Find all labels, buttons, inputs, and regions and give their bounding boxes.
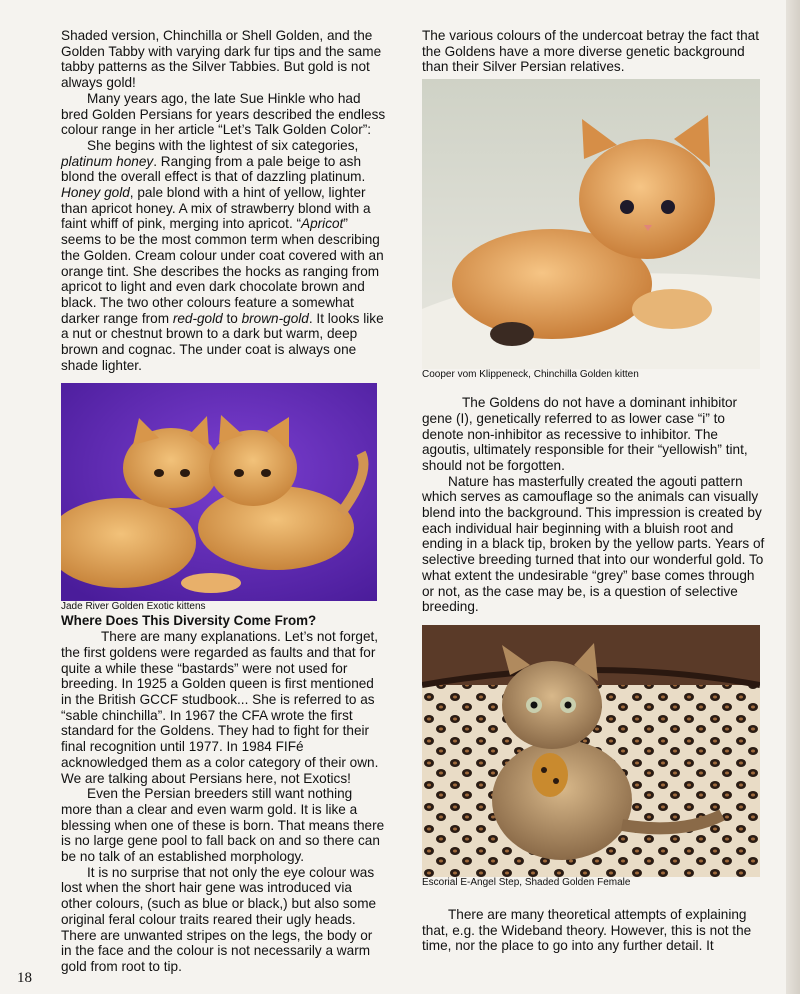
term-apricot: Apricot [301, 216, 344, 232]
photo-golden-exotic-kittens [61, 383, 377, 601]
term-platinum-honey: platinum honey [61, 153, 154, 169]
page-edge [786, 0, 800, 994]
left-paragraph-3: She begins with the lightest of six categories, platinum honey. Ranging from a pale beige to ash blond the overall effect is that of dazzling platinum. Honey gold, pale blond with a hint of yellow, lighter than apricot honey. A mix of strawberry blond with a faint whiff of pink, merging into apricot. “Apricot” seems to be the most common term when describing the Golden. Cream colour under coat covered with an orange tint. She describes the hocks as ranging from apricot to light and even dark chocolate brown and black. The two other colours feature a somewhat darker range from red-gold to brown-gold. It looks like a nut or chestnut brown to a dark but warm, deep brown and cognac. The under coat is always one shade lighter. [61, 137, 384, 373]
photo-caption-exotic-kittens: Jade River Golden Exotic kittens [61, 601, 206, 613]
term-honey-gold: Honey gold [61, 185, 130, 201]
section-heading: Where Does This Diversity Come From? [61, 613, 317, 629]
right-column [422, 28, 766, 954]
photo-caption-chinchilla-kitten: Cooper vom Klippeneck, Chinchilla Golden kitten [422, 369, 639, 381]
right-paragraph-2: The Goldens do not have a dominant inhibitor gene (I), genetically referred to as lower case “i” to denote non-inhibitor as recessive to inhibitor. The agoutis, ultimately responsible for their “yellowish” tint, should not be forgotten. [422, 395, 748, 473]
left-paragraph-6: It is no surprise that not only the eye colour was lost when the short hair gene was introduced via other colours, (such as blue or black,) but also some original feral colour traits reared their ugly heads. There are unwanted stripes on the legs, the body or in the face and the colour is not necessarily a warm gold from root to tip. [61, 864, 377, 974]
photo-caption-shaded-golden: Escorial E-Angel Step, Shaded Golden Female [422, 876, 631, 888]
right-paragraph-4: There are many theoretical attempts of explaining that, e.g. the Wideband theory. However, this is not the time, nor the place to go into any further detail. It [422, 906, 752, 954]
left-paragraph-1: Shaded version, Chinchilla or Shell Golden, and the Golden Tabby with varying dark fur tips and the same tabby patterns as the Silver Tabbies. But gold is not always gold! [61, 28, 382, 91]
right-paragraph-3: Nature has masterfully created the agouti pattern which serves as camouflage so the animals can visually blend into the background. This impression is created by each individual hair beginning with a bluish root and ending in a black tip, broken by the yellow parts. Years of selective breeding turned that into our wonderful gold. To what extent the undesirable “grey” base comes through or not, as the case may be, is a question of selective breeding. [422, 473, 765, 615]
photo-shaded-golden-female [422, 625, 760, 877]
left-paragraph-4: There are many explanations. Let’s not forget, the first goldens were regarded as faults and that for quite a while these “bastards” were not used for breeding. In 1925 a Golden queen is first mentioned in the British GCCF studbook... She is referred to as “sable chinchilla”. In 1967 the CFA wrote the first standard for the Goldens. They had to fight for their final recognition until 1977. In 1984 FIFé acknowledged them as a color category of their own. We are talking about Persians here, not Exotics! [61, 629, 379, 786]
term-brown-gold: brown-gold [241, 310, 309, 326]
page-number: 18 [17, 970, 32, 986]
left-column [61, 28, 386, 975]
term-red-gold: red-gold [172, 310, 223, 326]
right-paragraph-1: The various colours of the undercoat betray the fact that the Goldens have a more diverse genetic background than their Silver Persian relatives. [422, 28, 760, 75]
photo-chinchilla-golden-kitten [422, 79, 760, 369]
left-paragraph-5: Even the Persian breeders still want nothing more than a clear and even warm gold. It is like a blessing when one of these is born. That means there is no large gene pool to fall back on and so there can be no talk of an established morphology. [61, 786, 385, 865]
left-paragraph-2: Many years ago, the late Sue Hinkle who had bred Golden Persians for years described the endless colour range in her article “Let’s Talk Golden Color”: [61, 90, 386, 138]
